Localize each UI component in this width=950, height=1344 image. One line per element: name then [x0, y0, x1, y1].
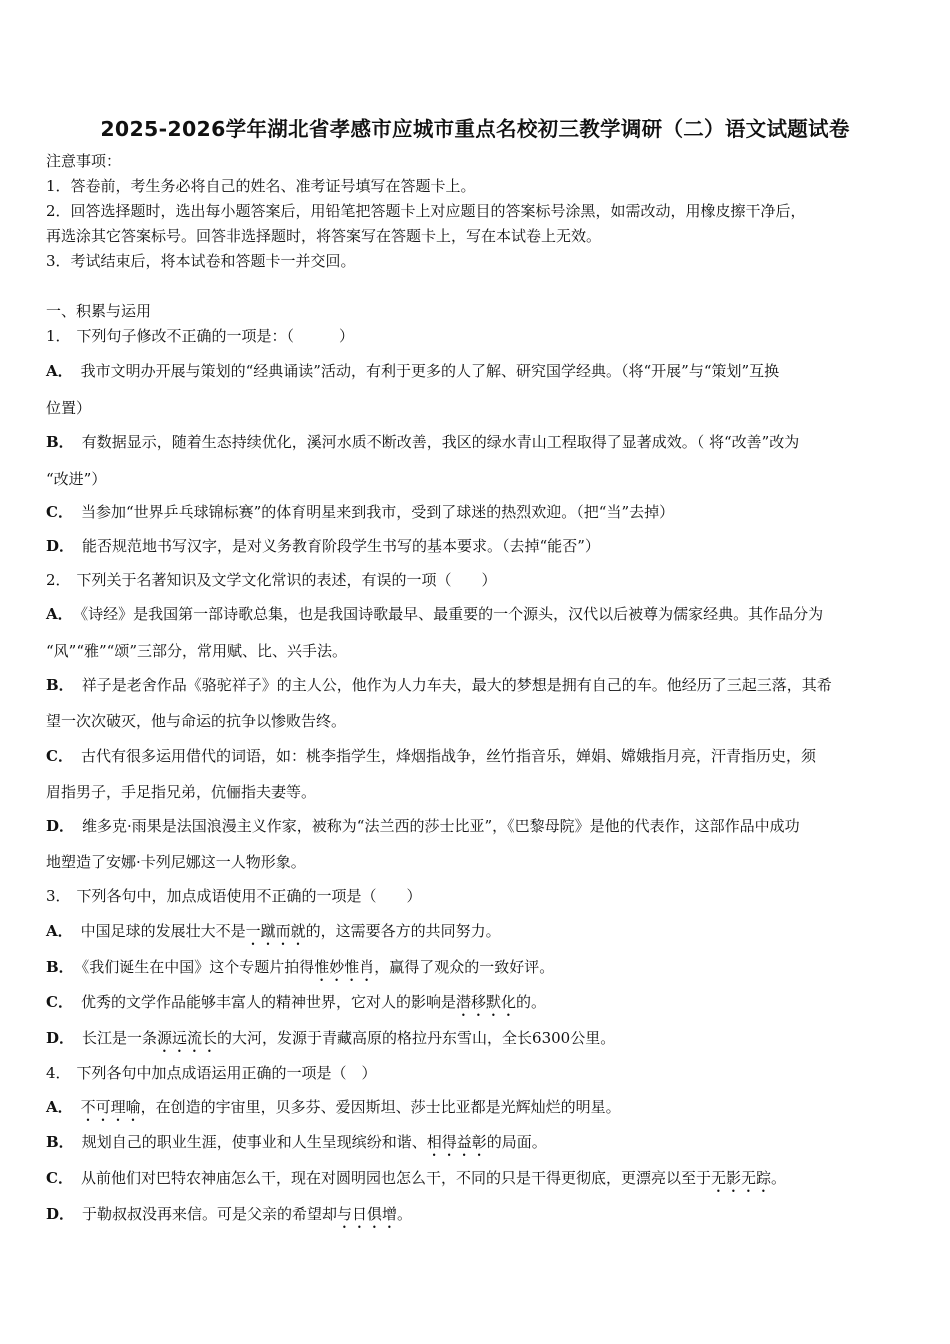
option-label: A．	[46, 922, 73, 940]
dotted-idiom: 一蹴而就	[245, 922, 306, 940]
q2-option-b	[46, 674, 832, 696]
option-text: 当参加“世界乒乓球锦标赛”的体育明星来到我市，受到了球迷的热烈欢迎。（把“当”去掉）	[80, 503, 675, 521]
option-label: B．	[46, 958, 74, 976]
option-label: C．	[46, 993, 73, 1011]
option-text: 能否规范地书写汉字，是对义务教育阶段学生书写的基本要求。（去掉“能否”）	[82, 537, 600, 555]
option-label: B．	[46, 1133, 74, 1151]
option-text: 规划自己的职业生涯，使事业和人生呈现缤纷和谐、	[81, 1133, 427, 1151]
q4-option-d	[46, 1203, 412, 1232]
dotted-idiom: 源远流长	[157, 1029, 218, 1047]
option-text: ，在创造的宇宙里，贝多芬、爱因斯坦、莎士比亚都是光辉灿烂的明星。	[140, 1098, 621, 1116]
option-text: 维多克·雨果是法国浪漫主义作家，被称为“法兰西的莎士比亚”，《巴黎母院》是他的代表作，这部作品中成功	[82, 817, 800, 835]
question-number: 3．	[46, 887, 71, 905]
option-text: 的局面。	[486, 1133, 547, 1151]
q2-option-c-cont: 眉指男子，手足指兄弟，伉俪指夫妻等。	[46, 783, 317, 801]
option-text: 长江是一条	[82, 1029, 158, 1047]
option-label: B．	[46, 676, 74, 694]
q1-option-a	[46, 360, 779, 382]
option-label: D．	[46, 537, 75, 555]
option-text: 。	[397, 1205, 413, 1223]
note-item: 2．回答选择题时，选出每小题答案后，用铅笔把答题卡上对应题目的答案标号涂黑，如需改动，用橡皮擦干净后，	[46, 202, 806, 220]
note-item: 再选涂其它答案标号。回答非选择题时，将答案写在答题卡上，写在本试卷上无效。	[46, 227, 602, 245]
option-text: 优秀的文学作品能够丰富人的精神世界，它对人的影响是	[80, 993, 456, 1011]
question-1-stem	[46, 325, 354, 347]
option-text: ，赢得了观众的一致好评。	[374, 958, 555, 976]
option-text: 祥子是老舍作品《骆驼祥子》的主人公，他作为人力车夫，最大的梦想是拥有自己的车。他经历了三起三落，其希	[81, 676, 832, 694]
q2-option-c	[46, 745, 816, 767]
option-label: B．	[46, 433, 74, 451]
q4-option-b	[46, 1131, 547, 1160]
q2-option-b-cont: 望一次次破灭，他与命运的抗争以惨败告终。	[46, 712, 347, 730]
option-label: A．	[46, 362, 73, 380]
option-text: 《我们诞生在中国》这个专题片拍得	[81, 958, 315, 976]
dotted-idiom: 与日俱增	[337, 1205, 398, 1223]
notes-heading: 注意事项：	[46, 152, 122, 170]
question-text: 下列各句中，加点成语使用不正确的一项是（ ）	[76, 887, 422, 905]
option-text: 我市文明办开展与策划的“经典诵读”活动，有利于更多的人了解、研究国学经典。（将“开展”与“策划”互换	[80, 362, 780, 380]
option-label: C．	[46, 1169, 73, 1187]
option-label: D．	[46, 1029, 75, 1047]
q4-option-a	[46, 1096, 621, 1125]
option-text: 《诗经》是我国第一部诗歌总集，也是我国诗歌最早、最重要的一个源头，汉代以后被尊为儒家经典。其作品分为	[80, 605, 824, 623]
q2-option-a	[46, 603, 823, 625]
q1-option-b	[46, 431, 799, 453]
question-number: 1．	[46, 327, 71, 345]
section-heading: 一、积累与运用	[46, 302, 152, 320]
option-text: 于勒叔叔没再来信。可是父亲的希望却	[82, 1205, 338, 1223]
q1-option-d	[46, 535, 600, 557]
q1-option-b-cont: “改进”）	[46, 470, 107, 488]
q2-option-d-cont: 地塑造了安娜·卡列尼娜这一人物形象。	[46, 853, 306, 871]
option-text: 有数据显示，随着生态持续优化，溪河水质不断改善，我区的绿水青山工程取得了显著成效。（ 将“改善”改为	[81, 433, 800, 451]
q3-option-c	[46, 991, 546, 1020]
option-text: 古代有很多运用借代的词语，如：桃李指学生，烽烟指战争，丝竹指音乐，婵娟、嫦娥指月亮，汗青指历史，须	[80, 747, 816, 765]
q3-option-d	[46, 1027, 615, 1056]
dotted-idiom: 潜移默化	[455, 993, 516, 1011]
option-text: 的。	[515, 993, 546, 1011]
option-text: 从前他们对巴特农神庙怎么干，现在对圆明园也怎么干，不同的只是干得更彻底，更漂亮以至于	[80, 1169, 711, 1187]
q1-option-c	[46, 501, 674, 523]
question-4-stem	[46, 1062, 377, 1084]
option-label: D．	[46, 817, 75, 835]
question-number: 4．	[46, 1064, 71, 1082]
option-text: 的大河，发源于青藏高原的格拉丹东雪山，全长6300公里。	[217, 1029, 616, 1047]
option-text: 的，这需要各方的共同努力。	[305, 922, 501, 940]
page-title: 2025-2026学年湖北省孝感市应城市重点名校初三教学调研（二）语文试题试卷	[100, 117, 850, 141]
question-number: 2．	[46, 571, 71, 589]
dotted-idiom: 相得益彰	[426, 1133, 487, 1151]
q4-option-c	[46, 1167, 786, 1196]
question-text: 下列各句中加点成语运用正确的一项是（ ）	[76, 1064, 377, 1082]
q1-option-a-cont: 位置）	[46, 399, 92, 417]
dotted-idiom: 无影无踪	[710, 1169, 771, 1187]
question-2-stem	[46, 569, 497, 591]
question-3-stem	[46, 885, 422, 907]
q3-option-a	[46, 920, 501, 949]
dotted-idiom: 不可理喻	[80, 1098, 141, 1116]
question-text: 下列关于名著知识及文学文化常识的表述，有误的一项（ ）	[76, 571, 497, 589]
option-label: D．	[46, 1205, 75, 1223]
dotted-idiom: 惟妙惟肖	[314, 958, 375, 976]
option-label: A．	[46, 1098, 73, 1116]
note-item: 3．考试结束后，将本试卷和答题卡一并交回。	[46, 252, 356, 270]
option-label: A．	[46, 605, 73, 623]
option-text: 。	[770, 1169, 786, 1187]
q3-option-b	[46, 956, 554, 985]
question-text: 下列句子修改不正确的一项是：（ ）	[76, 327, 355, 345]
option-text: 中国足球的发展壮大不是	[80, 922, 246, 940]
q2-option-d	[46, 815, 800, 837]
q2-option-a-cont: “风”“雅”“颂”三部分，常用赋、比、兴手法。	[46, 642, 348, 660]
note-item: 1．答卷前，考生务必将自己的姓名、准考证号填写在答题卡上。	[46, 177, 476, 195]
option-label: C．	[46, 747, 73, 765]
option-label: C．	[46, 503, 73, 521]
